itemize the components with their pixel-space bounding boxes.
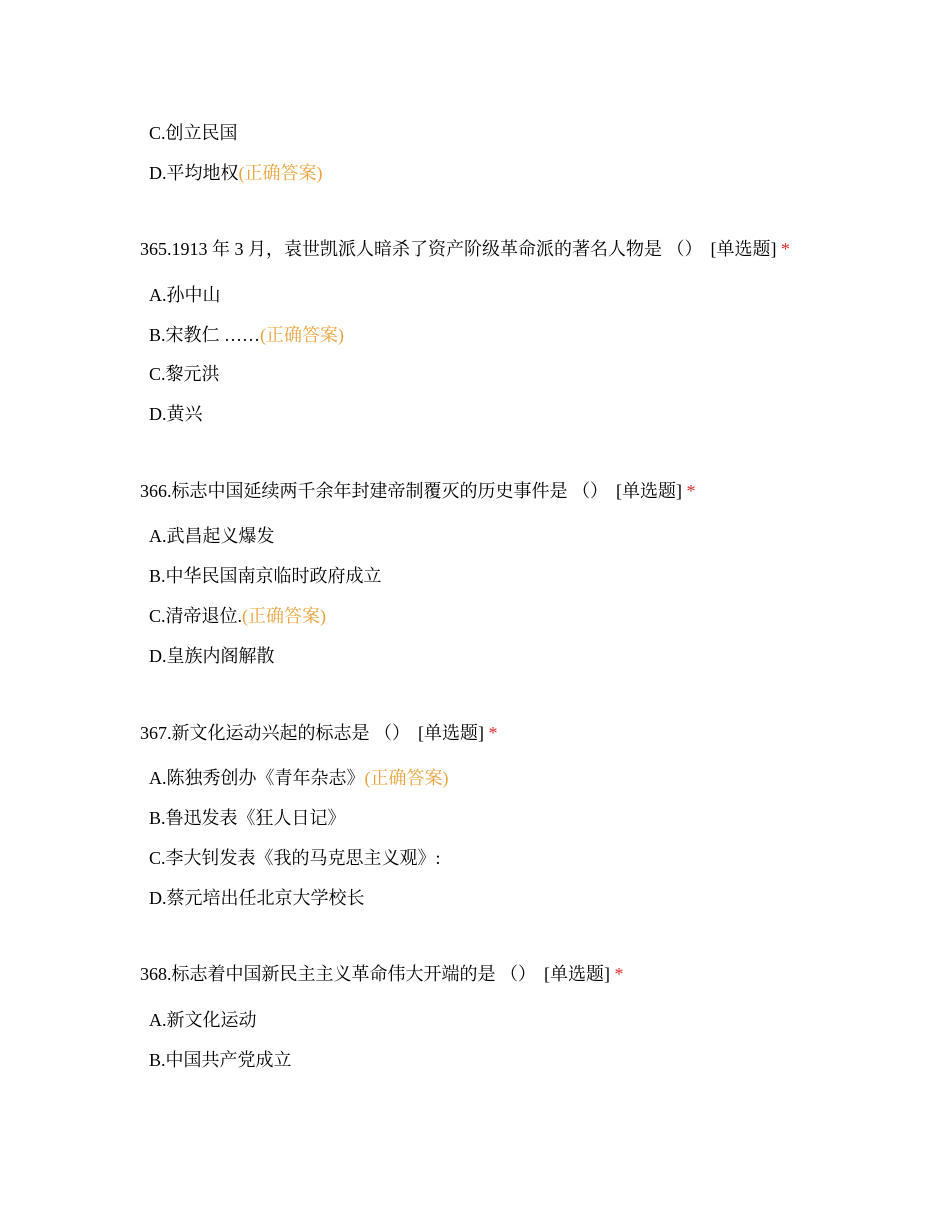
option-367-d — [149, 886, 365, 910]
option-text: C.创立民国 — [149, 123, 238, 143]
required-mark: * — [781, 239, 790, 259]
question-text: 367.新文化运动兴起的标志是 （） — [140, 723, 410, 743]
option-text: D.黄兴 — [149, 404, 203, 424]
option-366-a — [149, 524, 275, 548]
option-prev-c — [149, 121, 238, 145]
option-text: B.中国共产党成立 — [149, 1050, 292, 1070]
option-365-a — [149, 283, 221, 307]
option-text: A.新文化运动 — [149, 1010, 257, 1030]
required-mark: * — [614, 964, 624, 984]
option-text: C.李大钊发表《我的马克思主义观》: — [149, 848, 441, 868]
option-text: B.鲁迅发表《狂人日记》 — [149, 808, 346, 828]
option-367-a — [149, 766, 449, 790]
option-368-a — [149, 1008, 257, 1032]
question-365 — [140, 237, 790, 261]
question-type: [单选题] — [544, 964, 610, 984]
question-text: 366.标志中国延续两千余年封建帝制覆灭的历史事件是 （） — [140, 481, 608, 501]
option-text: A.孙中山 — [149, 285, 221, 305]
option-365-b — [149, 323, 344, 347]
question-367 — [140, 721, 498, 745]
option-text: B.中华民国南京临时政府成立 — [149, 566, 382, 586]
option-366-d — [149, 644, 275, 668]
correct-answer-mark: (正确答案) — [364, 768, 449, 788]
option-text: D.平均地权 — [149, 163, 239, 183]
option-366-b — [149, 564, 382, 588]
required-mark: * — [488, 723, 498, 743]
option-text: D.皇族内阁解散 — [149, 646, 275, 666]
question-type: [单选题] — [418, 723, 484, 743]
option-365-c — [149, 362, 220, 386]
correct-answer-mark: (正确答案) — [242, 606, 327, 626]
option-text: A.武昌起义爆发 — [149, 526, 275, 546]
option-text: B.宋教仁 …… — [149, 325, 261, 345]
option-365-d — [149, 402, 203, 426]
option-prev-d — [149, 161, 323, 185]
required-mark: * — [686, 481, 696, 501]
question-366 — [140, 479, 696, 503]
question-type: [单选题] — [616, 481, 682, 501]
option-text: A.陈独秀创办《青年杂志》 — [149, 768, 365, 788]
correct-answer-mark: (正确答案) — [238, 163, 323, 183]
option-368-b — [149, 1048, 292, 1072]
option-text: C.清帝退位. — [149, 606, 243, 626]
option-367-c — [149, 846, 441, 870]
correct-answer-mark: (正确答案) — [260, 325, 345, 345]
question-text: 365.1913 年 3 月，袁世凯派人暗杀了资产阶级革命派的著名人物是 （） — [140, 239, 703, 259]
option-366-c — [149, 604, 326, 628]
question-text: 368.标志着中国新民主主义革命伟大开端的是 （） — [140, 964, 536, 984]
question-type: [单选题] — [710, 239, 777, 259]
option-text: C.黎元洪 — [149, 364, 220, 384]
option-367-b — [149, 806, 346, 830]
option-text: D.蔡元培出任北京大学校长 — [149, 888, 365, 908]
question-368 — [140, 962, 624, 986]
